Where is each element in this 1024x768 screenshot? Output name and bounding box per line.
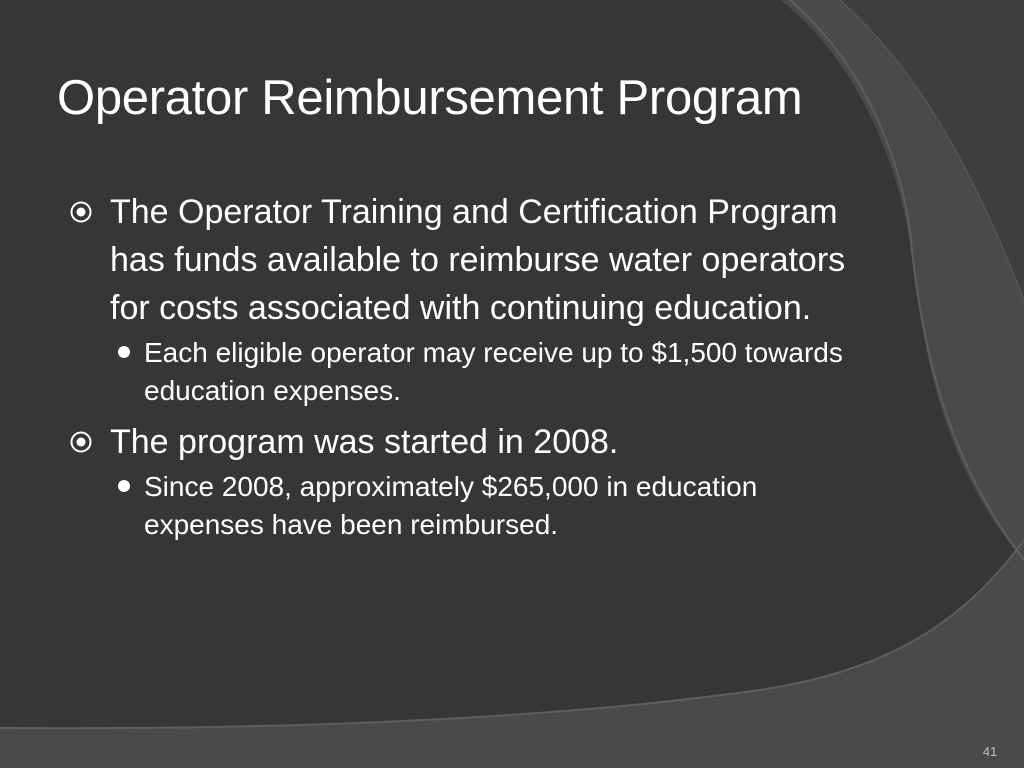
bullet-item <box>68 188 868 332</box>
sub-bullet-item <box>68 468 868 544</box>
bullet-text: The Operator Training and Certification Program has funds available to reimburse water operators for costs associated with continuing education. <box>110 193 846 327</box>
slide-title: Operator Reimbursement Program <box>57 71 803 125</box>
page-number: 41 <box>982 744 998 759</box>
bullet-item <box>68 418 868 466</box>
bullet-list <box>68 188 868 544</box>
dot-icon <box>118 480 130 492</box>
target-icon <box>70 201 92 223</box>
bullet-text: The program was started in 2008. <box>110 423 619 461</box>
target-icon <box>70 431 92 453</box>
dot-icon <box>118 346 130 358</box>
sub-bullet-text: Each eligible operator may receive up to $1,500 towards education expenses. <box>144 337 843 406</box>
sub-bullet-text: Since 2008, approximately $265,000 in education expenses have been reimbursed. <box>144 471 758 540</box>
sub-bullet-item <box>68 334 868 410</box>
